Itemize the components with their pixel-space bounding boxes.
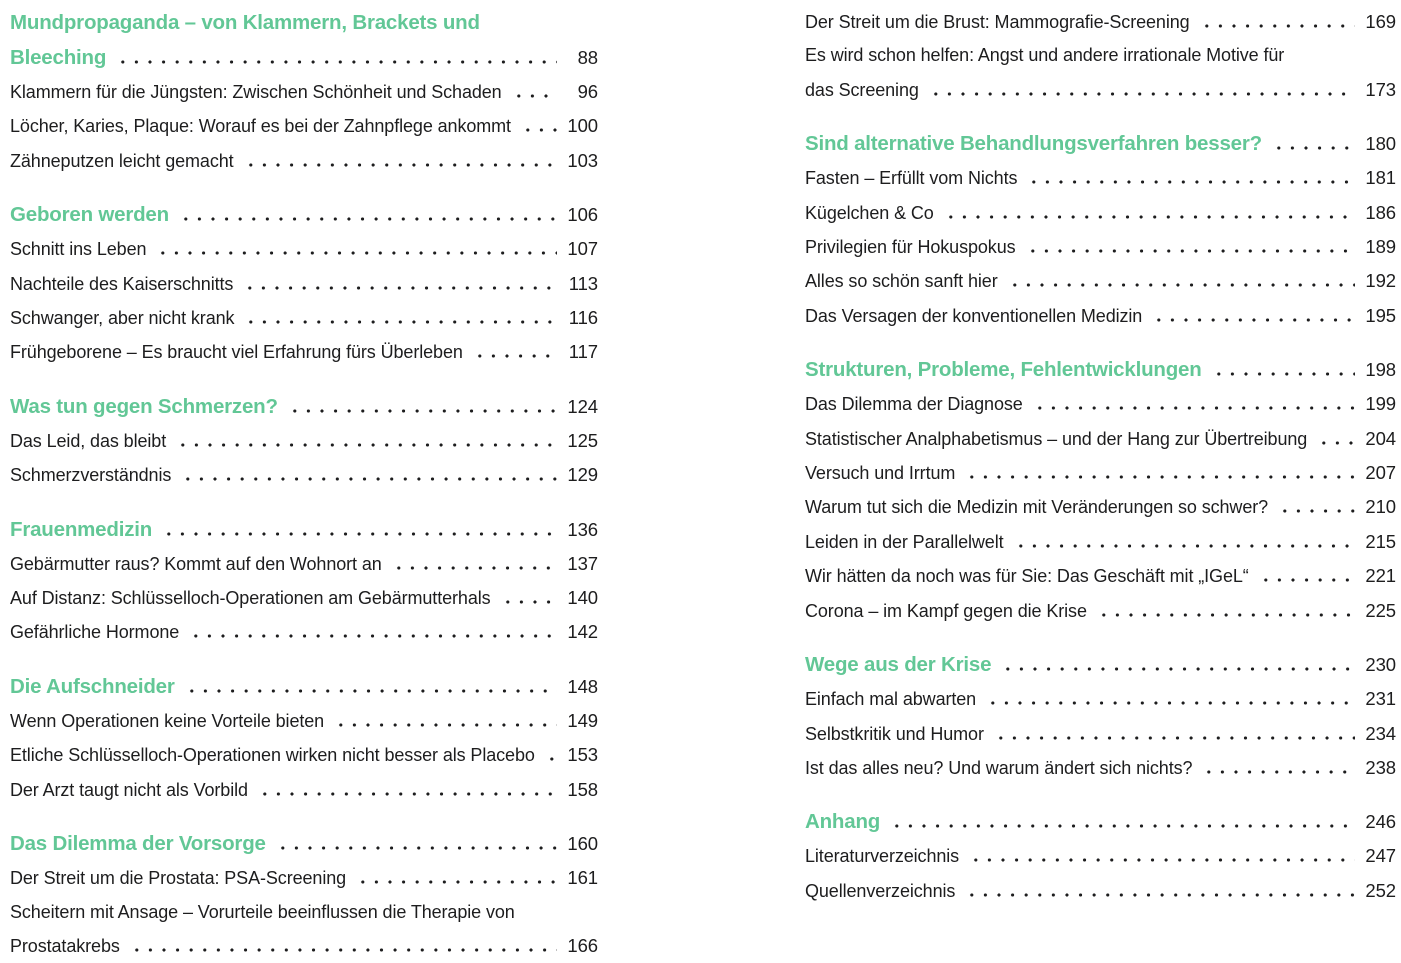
toc-entry-row [10,458,598,492]
page-number: 204 [1365,427,1396,449]
dot-leader [965,475,1355,479]
page-number: 230 [1365,654,1396,676]
section-title: Mundpropaganda – von Klammern, Brackets und [10,11,480,34]
page-number: 173 [1365,78,1396,100]
page-number: 215 [1365,530,1396,552]
toc-section-heading-row [10,5,598,40]
entry-title: Klammern für die Jüngsten: Zwischen Schönheit und Schaden [10,82,502,102]
page-number: 113 [568,272,598,294]
dot-leader [130,948,557,952]
page-number: 103 [567,149,598,171]
toc-section-heading-row [805,804,1396,839]
entry-title: Selbstkritik und Humor [805,723,984,744]
toc-entry-row [805,73,1396,107]
section-title: Sind alternative Behandlungsverfahren besser? [805,132,1262,156]
dot-leader [244,320,557,324]
toc-entry-row [805,559,1396,593]
dot-leader [162,532,557,536]
toc-entry-row [805,39,1396,72]
toc-entry-row [10,232,598,266]
section-title: Bleeching [10,46,107,69]
entry-title: Schnitt ins Leben [10,239,147,260]
section-title: Anhang [805,810,881,834]
entry-title: Das Dilemma der Diagnose [805,394,1023,415]
entry-title: Zähneputzen leicht gemacht [10,150,234,171]
toc-section [805,804,1396,908]
dot-leader [189,634,557,638]
toc-entry-row [805,230,1396,264]
entry-title: Das Leid, das bleibt [10,430,167,451]
dot-leader [501,600,557,604]
toc-entry-row [10,109,598,143]
page-number: 225 [1365,599,1396,621]
page-number: 238 [1365,756,1396,778]
page-number: 186 [1365,201,1396,223]
dot-leader [512,94,557,98]
entry-title: Nachteile des Kaiserschnitts [10,273,234,294]
dot-leader [1001,667,1355,671]
page-number: 246 [1365,811,1396,833]
page-number: 231 [1365,688,1396,710]
toc-section [10,197,598,370]
page-number: 88 [577,47,598,68]
toc-entry-row [805,839,1396,873]
dot-leader [258,792,557,796]
toc-section-heading-row [10,826,598,861]
page-number: 124 [567,395,598,417]
page-number: 148 [567,675,598,697]
dot-leader [521,128,557,132]
toc-section-heading-row [805,352,1396,387]
page-number: 117 [568,341,598,363]
toc-section-heading-row [10,40,598,75]
dot-leader [276,846,557,850]
toc-entry-row [10,929,598,963]
entry-title: das Screening [805,79,919,100]
dot-leader [1008,283,1355,287]
toc-entry-row [10,896,598,929]
page-number: 221 [1365,565,1396,587]
dot-leader [1200,24,1355,28]
dot-leader [1027,180,1355,184]
toc-entry-row [805,264,1396,298]
entry-title: Literaturverzeichnis [805,846,960,867]
section-title: Frauenmedizin [10,517,153,541]
entry-title: Einfach mal abwarten [805,689,977,710]
toc-entry-row [805,456,1396,490]
page-number: 153 [567,744,598,766]
page-number: 198 [1365,359,1396,381]
entry-title: Der Streit um die Brust: Mammografie-Screening [805,12,1190,32]
entry-title: Quellenverzeichnis [805,880,956,901]
dot-leader [1317,441,1355,445]
page-number: 252 [1365,879,1396,901]
page-number: 160 [567,833,598,855]
toc-entry-row [10,424,598,458]
toc-entry-row [10,75,598,109]
toc-section [10,826,598,963]
dot-leader [929,92,1355,96]
dot-leader [1033,406,1355,410]
entry-title: Der Streit um die Prostata: PSA-Screening [10,868,347,889]
entry-title: Das Versagen der konventionellen Medizin [805,305,1143,326]
toc-entry-row [805,490,1396,524]
toc-section [805,647,1396,785]
entry-title: Scheitern mit Ansage – Vorurteile beeinflussen die Therapie von [10,901,515,922]
page-number: 106 [567,204,598,226]
dot-leader [181,477,557,481]
entry-title: Löcher, Karies, Plaque: Worauf es bei der Zahnpflege ankommt [10,116,511,137]
page-number: 158 [567,778,598,800]
page-number: 166 [567,934,598,956]
toc-section [805,5,1396,107]
toc-entry-row [805,751,1396,785]
entry-title: Der Arzt taugt nicht als Vorbild [10,779,248,800]
toc-entry-row [805,422,1396,456]
toc-section-heading-row [10,197,598,232]
section-title: Geboren werden [10,203,169,227]
entry-title: Corona – im Kampf gegen die Krise [805,600,1087,621]
entry-title: Wir hätten da noch was für Sie: Das Geschäft mit „IGeL“ [805,566,1249,587]
toc-entry-row [10,861,598,895]
entry-title: Frühgeborene – Es braucht viel Erfahrung fürs Überleben [10,342,463,363]
dot-leader [1152,318,1355,322]
dot-leader [965,893,1355,897]
page-number: 199 [1365,393,1396,415]
entry-title: Ist das alles neu? Und warum ändert sich nichts? [805,757,1193,778]
entry-title: Kügelchen & Co [805,202,934,223]
entry-title: Alles so schön sanft hier [805,271,998,292]
toc-section [10,512,598,650]
dot-leader [392,566,557,570]
toc-entry-row [10,581,598,615]
toc-section-heading-row [805,126,1396,161]
page-number: 169 [1365,11,1396,32]
dot-leader [244,163,557,167]
dot-leader [1259,578,1355,582]
entry-title: Gebärmutter raus? Kommt auf den Wohnort an [10,553,382,574]
dot-leader [185,689,557,693]
toc-section-heading-row [805,647,1396,682]
toc-column-right [805,5,1396,963]
dot-leader [1278,509,1355,513]
toc-entry-row [10,738,598,772]
section-title: Wege aus der Krise [805,653,992,677]
dot-leader [969,858,1355,862]
page-number: 234 [1365,722,1396,744]
dot-leader [890,824,1355,828]
dot-leader [243,286,557,290]
entry-title: Privilegien für Hokuspokus [805,237,1016,258]
dot-leader [473,354,557,358]
dot-leader [1272,146,1355,150]
dot-leader [1014,544,1355,548]
page-number: 116 [568,307,598,329]
dot-leader [156,251,557,255]
toc-entry-row [805,299,1396,333]
dot-leader [1026,249,1356,253]
page-number: 142 [567,621,598,643]
toc-section-heading-row [10,669,598,704]
toc-entry-row [805,594,1396,628]
dot-leader [179,217,557,221]
section-title: Was tun gegen Schmerzen? [10,394,278,418]
dot-leader [176,443,557,447]
dot-leader [356,880,557,884]
toc-entry-row [10,335,598,369]
page-number: 96 [577,81,598,102]
toc-entry-row [805,161,1396,195]
toc-section [805,126,1396,333]
entry-title: Leiden in der Parallelwelt [805,531,1004,552]
page-number: 207 [1365,462,1396,484]
dot-leader [1202,770,1355,774]
page-number: 181 [1365,167,1396,189]
entry-title: Warum tut sich die Medizin mit Veränderungen so schwer? [805,497,1269,518]
entry-title: Auf Distanz: Schlüsselloch-Operationen am Gebärmutterhals [10,588,491,609]
toc-entry-row [805,682,1396,716]
toc-section [10,389,598,493]
page-number: 161 [567,867,598,889]
dot-leader [116,60,557,64]
toc-section [10,669,598,807]
dot-leader [545,757,557,761]
page-number: 195 [1365,304,1396,326]
page-number: 137 [567,552,598,574]
toc-section-heading-row [10,389,598,424]
toc-entry-row [805,874,1396,908]
page-number: 129 [567,464,598,486]
toc-entry-row [805,5,1396,39]
entry-title: Schmerzverständnis [10,465,172,486]
section-title: Strukturen, Probleme, Fehlentwicklungen [805,358,1202,382]
toc-entry-row [10,144,598,178]
dot-leader [986,701,1355,705]
dot-leader [944,215,1355,219]
entry-title: Schwanger, aber nicht krank [10,308,235,329]
page-number: 247 [1365,845,1396,867]
entry-title: Etliche Schlüsselloch-Operationen wirken nicht besser als Placebo [10,745,535,766]
toc-entry-row [805,717,1396,751]
entry-title: Versuch und Irrtum [805,463,956,484]
dot-leader [288,409,557,413]
entry-title: Es wird schon helfen: Angst und andere irrationale Motive für [805,45,1285,66]
page-number: 192 [1365,270,1396,292]
toc-entry-row [10,301,598,335]
page-number: 210 [1365,496,1396,518]
page-number: 136 [567,518,598,540]
section-title: Das Dilemma der Vorsorge [10,832,266,856]
page-number: 100 [567,115,598,137]
page-number: 125 [567,429,598,451]
toc-entry-row [805,196,1396,230]
dot-leader [994,736,1355,740]
section-title: Die Aufschneider [10,674,175,698]
page-number: 107 [567,238,598,260]
toc-entry-row [10,547,598,581]
toc-section-heading-row [10,512,598,547]
dot-leader [1097,613,1355,617]
page-number: 140 [567,587,598,609]
entry-title: Gefährliche Hormone [10,622,180,643]
toc-entry-row [805,387,1396,421]
page-number: 180 [1365,133,1396,155]
page-number: 149 [567,709,598,731]
toc-section [805,352,1396,628]
toc-entry-row [10,267,598,301]
toc-entry-row [10,704,598,738]
toc-entry-row [10,773,598,807]
toc-section [10,5,598,178]
entry-title: Prostatakrebs [10,935,120,956]
page-number: 189 [1365,236,1396,258]
dot-leader [334,723,557,727]
entry-title: Wenn Operationen keine Vorteile bieten [10,710,325,731]
dot-leader [1212,372,1355,376]
toc-column-left [10,5,598,963]
toc-entry-row [805,525,1396,559]
entry-title: Fasten – Erfüllt vom Nichts [805,168,1018,189]
entry-title: Statistischer Analphabetismus – und der Hang zur Übertreibung [805,428,1308,449]
toc-entry-row [10,615,598,649]
